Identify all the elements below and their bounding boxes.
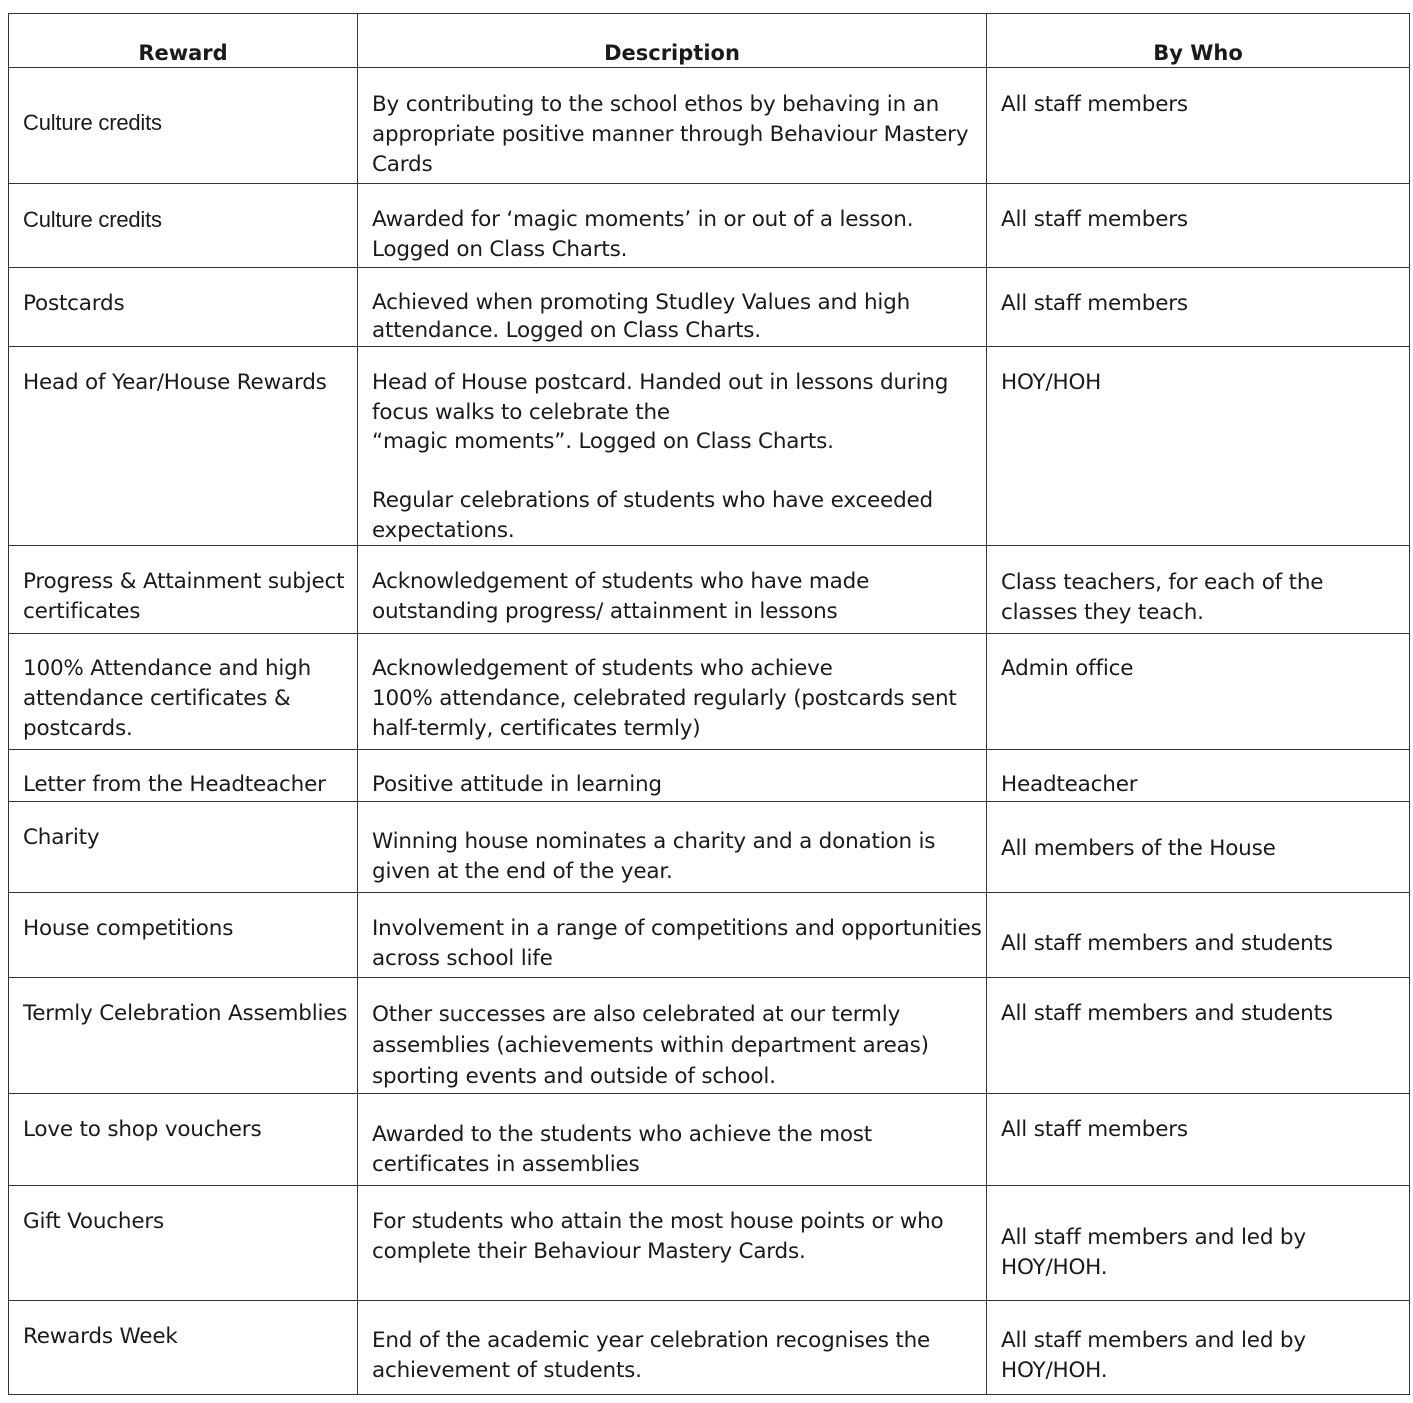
- table-row: [9, 347, 1410, 546]
- description-cell: [358, 978, 987, 1094]
- reward-cell: [9, 268, 358, 347]
- by-who-cell: [987, 68, 1410, 184]
- table-row: [9, 802, 1410, 893]
- by-who-cell: [987, 1186, 1410, 1301]
- reward-cell: [9, 634, 358, 750]
- reward-text: Culture credits: [23, 207, 162, 232]
- table-row: [9, 978, 1410, 1094]
- table-row: [9, 893, 1410, 978]
- reward-cell: [9, 347, 358, 546]
- description-cell: [358, 68, 987, 184]
- description-text: Acknowledgement of students who have made outstanding progress/ attainment in lessons: [372, 569, 870, 624]
- by-who-cell: [987, 184, 1410, 268]
- rewards-table: [8, 13, 1410, 1395]
- description-cell: [358, 1094, 987, 1186]
- reward-cell: [9, 1301, 358, 1395]
- description-text: Awarded to the students who achieve the most certificates in assemblies: [372, 1122, 873, 1177]
- header-reward: Reward: [9, 14, 358, 68]
- by-who-text: Admin office: [1001, 656, 1134, 681]
- by-who-text: All staff members: [1001, 92, 1188, 117]
- description-cell: [358, 802, 987, 893]
- table-row: [9, 750, 1410, 802]
- reward-cell: [9, 68, 358, 184]
- by-who-cell: [987, 893, 1410, 978]
- reward-text: Letter from the Headteacher: [23, 772, 326, 797]
- reward-cell: [9, 546, 358, 634]
- by-who-cell: [987, 634, 1410, 750]
- description-cell: [358, 268, 987, 347]
- description-cell: [358, 184, 987, 268]
- description-cell: [358, 546, 987, 634]
- table-row: [9, 1094, 1410, 1186]
- description-text: Involvement in a range of competitions and opportunities across school life: [372, 916, 982, 971]
- by-who-text: All staff members and students: [1001, 931, 1333, 956]
- reward-text: Culture credits: [23, 109, 162, 135]
- table-row: [9, 546, 1410, 634]
- reward-text: Gift Vouchers: [23, 1209, 165, 1234]
- header-by-who: By Who: [987, 14, 1410, 68]
- table-row: [9, 184, 1410, 268]
- table-row: [9, 1301, 1410, 1395]
- rewards-table-container: [8, 13, 1409, 1395]
- table-row: [9, 268, 1410, 347]
- description-text: End of the academic year celebration recognises the achievement of students.: [372, 1328, 931, 1383]
- by-who-text: All staff members: [1001, 291, 1188, 316]
- description-cell: [358, 750, 987, 802]
- table-row: [9, 68, 1410, 184]
- description-text: Other successes are also celebrated at our termly assemblies (achievements within department areas) sporting events and outside of school.: [372, 1002, 929, 1089]
- table-row: [9, 1186, 1410, 1301]
- table-header-row: [9, 14, 1410, 68]
- by-who-text: All staff members and students: [1001, 1001, 1333, 1026]
- reward-cell: [9, 750, 358, 802]
- by-who-cell: [987, 978, 1410, 1094]
- by-who-text: All staff members and led by HOY/HOH.: [1001, 1328, 1306, 1383]
- by-who-text: All staff members: [1001, 207, 1188, 232]
- by-who-cell: [987, 1301, 1410, 1395]
- description-text: Achieved when promoting Studley Values and high attendance. Logged on Class Charts.: [372, 290, 911, 343]
- by-who-cell: [987, 750, 1410, 802]
- by-who-cell: [987, 347, 1410, 546]
- reward-cell: [9, 978, 358, 1094]
- reward-text: Termly Celebration Assemblies: [23, 1001, 348, 1026]
- reward-text: Charity: [23, 825, 100, 850]
- by-who-text: All staff members: [1001, 1117, 1188, 1142]
- description-cell: [358, 634, 987, 750]
- description-text: For students who attain the most house points or who complete their Behaviour Mastery Cards.: [372, 1209, 944, 1264]
- reward-cell: [9, 1186, 358, 1301]
- by-who-text: All staff members and led by HOY/HOH.: [1001, 1225, 1306, 1280]
- description-text: Head of House postcard. Handed out in lessons during focus walks to celebrate the “magic moments”. Logged on Class Charts. Regular celebrations of students who have exceeded expectations.: [372, 370, 949, 543]
- by-who-cell: [987, 1094, 1410, 1186]
- by-who-cell: [987, 546, 1410, 634]
- reward-cell: [9, 1094, 358, 1186]
- description-text: Acknowledgement of students who achieve 100% attendance, celebrated regularly (postcards sent half-termly, certificates termly): [372, 656, 957, 741]
- reward-cell: [9, 893, 358, 978]
- reward-text: Postcards: [23, 291, 125, 316]
- reward-text: Progress & Attainment subject certificates: [23, 569, 345, 624]
- by-who-text: Headteacher: [1001, 772, 1138, 797]
- reward-text: House competitions: [23, 916, 234, 941]
- reward-text: 100% Attendance and high attendance certificates & postcards.: [23, 656, 312, 741]
- reward-cell: [9, 802, 358, 893]
- by-who-cell: [987, 268, 1410, 347]
- description-text: Awarded for ‘magic moments’ in or out of a lesson. Logged on Class Charts.: [372, 207, 914, 262]
- by-who-text: Class teachers, for each of the classes they teach.: [1001, 570, 1324, 625]
- reward-cell: [9, 184, 358, 268]
- description-cell: [358, 893, 987, 978]
- description-cell: [358, 1186, 987, 1301]
- description-cell: [358, 1301, 987, 1395]
- description-text: Winning house nominates a charity and a donation is given at the end of the year.: [372, 829, 936, 884]
- reward-text: Love to shop vouchers: [23, 1117, 262, 1142]
- by-who-text: All members of the House: [1001, 836, 1276, 861]
- table-row: [9, 634, 1410, 750]
- reward-text: Head of Year/House Rewards: [23, 370, 327, 395]
- by-who-cell: [987, 802, 1410, 893]
- description-text: Positive attitude in learning: [372, 772, 662, 797]
- header-description: Description: [358, 14, 987, 68]
- by-who-text: HOY/HOH: [1001, 370, 1102, 395]
- description-text: By contributing to the school ethos by behaving in an appropriate positive manner through Behaviour Mastery Cards: [372, 92, 969, 177]
- reward-text: Rewards Week: [23, 1324, 178, 1349]
- description-cell: [358, 347, 987, 546]
